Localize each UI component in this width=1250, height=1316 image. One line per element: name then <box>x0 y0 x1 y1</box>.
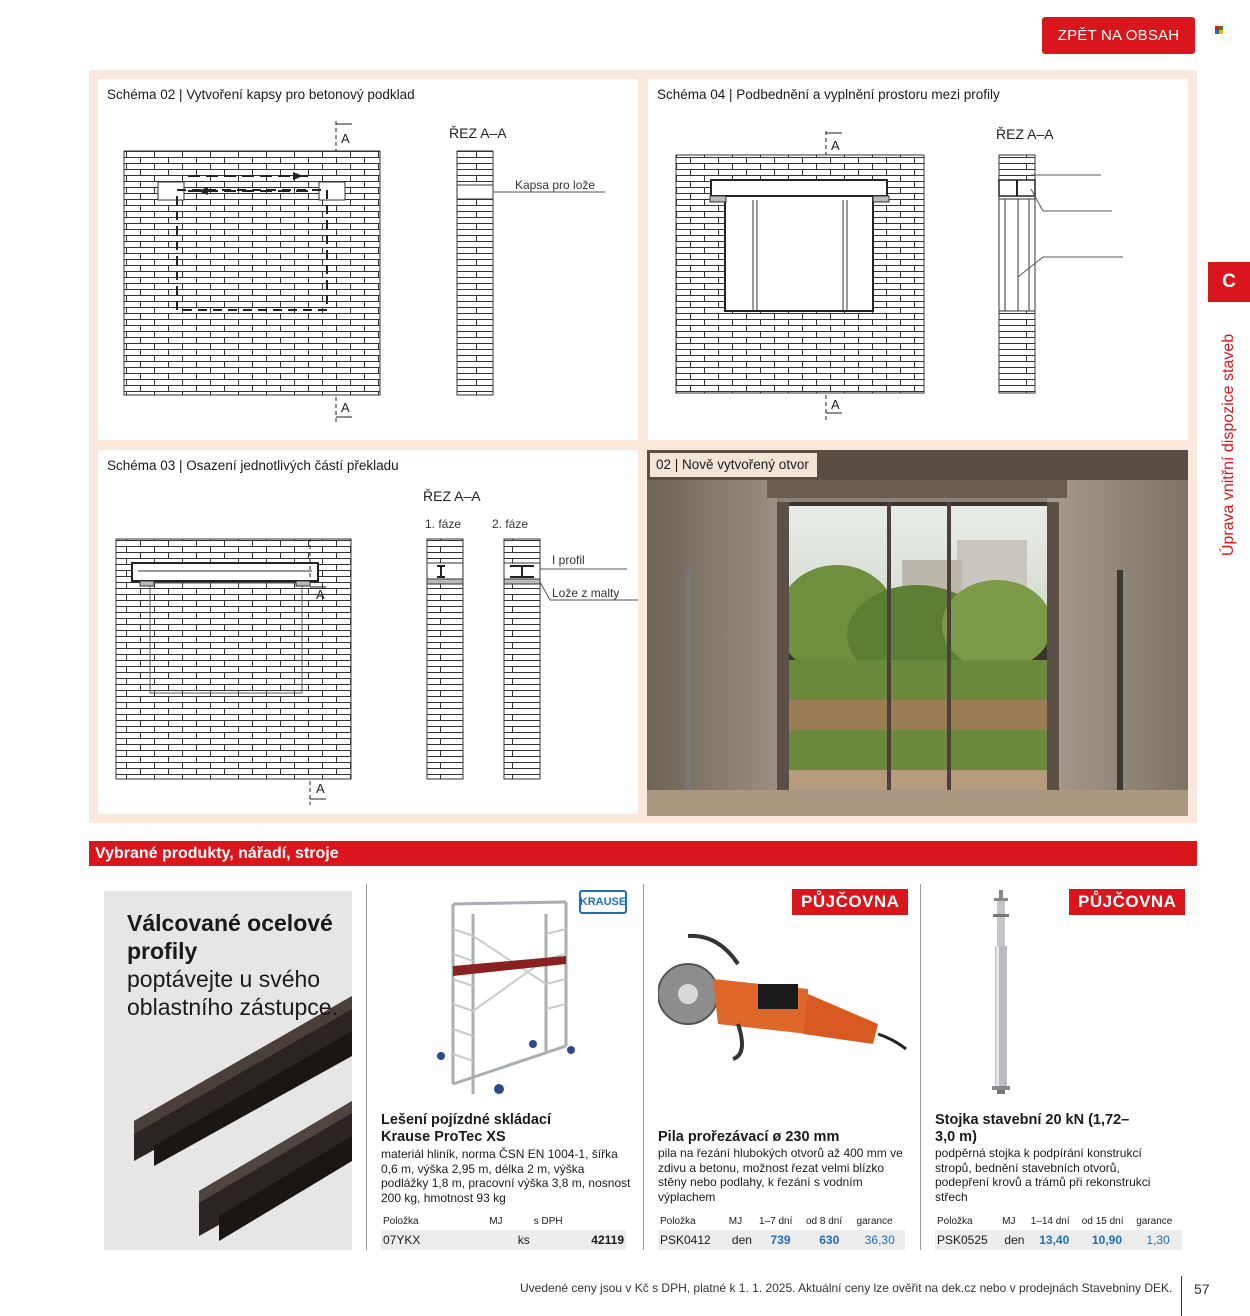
deposit: 1,30 <box>1134 1230 1182 1250</box>
schema-03-card <box>98 450 638 814</box>
unit: den <box>1000 1230 1029 1250</box>
price-table <box>381 1212 626 1250</box>
item-code: 07YKX <box>381 1230 487 1250</box>
back-to-contents-button[interactable]: ZPĚT NA OBSAH <box>1042 17 1195 54</box>
product-title: Stojka stavební 20 kN (1,72–3,0 m) <box>935 1112 1130 1145</box>
divider <box>920 884 921 1250</box>
footer-divider <box>1181 1276 1182 1316</box>
rental-badge: PŮJČOVNA <box>792 889 908 915</box>
product-title: Pila prořezávací ø 230 mm <box>658 1129 840 1145</box>
mark-a-top: A <box>831 138 840 153</box>
header-item: Položka <box>937 1215 973 1227</box>
rental-badge: PŮJČOVNA <box>1069 889 1185 915</box>
schema-03-drawing <box>98 450 638 814</box>
header-deposit: garance <box>856 1215 893 1227</box>
scaffolding-image <box>381 884 641 1114</box>
header-unit: MJ <box>728 1215 743 1227</box>
price-table <box>935 1212 1182 1250</box>
callout-mortar: Lože z malty <box>552 586 620 600</box>
header-rate-2: od 15 dní <box>1081 1215 1124 1227</box>
page-number: 57 <box>1194 1281 1210 1297</box>
product-cutting-saw[interactable] <box>658 884 918 1250</box>
price-from-8-days: 630 <box>804 1230 854 1250</box>
price-table <box>658 1212 905 1250</box>
header-rate-1: 1–14 dní <box>1030 1215 1070 1227</box>
building-prop-image <box>935 884 1195 1114</box>
promo-title: Válcované ocelové profily <box>127 910 333 964</box>
new-opening-photo <box>647 450 1188 816</box>
mark-a-bottom: A <box>316 781 325 796</box>
header-price: s DPH <box>533 1215 563 1227</box>
callout-i-profile: I profil <box>552 553 585 567</box>
schema-03-title: Schéma 03 | Osazení jednotlivých částí překladu <box>107 458 399 473</box>
product-title: Lešení pojízdné skládací Krause ProTec XS <box>381 1112 552 1145</box>
krause-logo: KRAUSE <box>579 890 627 914</box>
promo-text: poptávejte u svého oblastního zástupce. <box>127 966 338 1020</box>
chapter-tab[interactable]: C <box>1208 262 1250 302</box>
phase-1-label: 1. fáze <box>425 517 462 531</box>
header-item: Položka <box>383 1215 419 1227</box>
section-title: Vybrané produkty, nářadí, stroje <box>89 841 1197 866</box>
schema-02-drawing <box>98 79 638 440</box>
promo-steel-profiles[interactable] <box>104 891 352 1250</box>
schema-03-section-label: ŘEZ A–A <box>423 488 481 504</box>
unit: ks <box>487 1230 532 1250</box>
colour-squares-icon <box>1215 26 1227 36</box>
header-item: Položka <box>660 1215 696 1227</box>
mark-a-bottom: A <box>341 400 350 415</box>
mark-a-bottom: A <box>831 397 840 412</box>
chapter-label: Úprava vnitřní dispozice staveb <box>1220 333 1237 557</box>
schema-04-card <box>648 79 1188 440</box>
divider <box>643 884 644 1250</box>
header-rate-2: od 8 dní <box>806 1215 843 1227</box>
product-description: materiál hliník, norma ČSN EN 1004-1, šířka 0,6 m, výška 2,95 m, délka 2 m, výška podlážky 1,8 m, pracovní výška 3,8 m, nosnost 200 kg, hmotnost 93 kg <box>381 1147 631 1205</box>
schema-02-section-label: ŘEZ A–A <box>449 125 507 141</box>
cutting-saw-image <box>658 884 918 1114</box>
product-scaffolding[interactable] <box>381 884 641 1250</box>
header-deposit: garance <box>1136 1215 1173 1227</box>
price-1-14-days: 13,40 <box>1029 1230 1080 1250</box>
deposit: 36,30 <box>854 1230 905 1250</box>
schema-04-drawing <box>648 79 1188 440</box>
divider <box>366 884 367 1250</box>
mark-a-top: A <box>341 131 350 146</box>
header-unit: MJ <box>489 1215 503 1227</box>
callout-pocket: Kapsa pro lože <box>515 178 596 192</box>
item-code: PSK0412 <box>658 1230 727 1250</box>
header-unit: MJ <box>1002 1215 1016 1227</box>
product-description: pila na řezání hlubokých otvorů až 400 mm ve zdivu a betonu, možnost řezat velmi blízko stěny nebo podlahy, k řezání s vodním výplachem <box>658 1146 903 1204</box>
price: 42119 <box>532 1230 626 1250</box>
schema-02-card <box>98 79 638 440</box>
phase-2-label: 2. fáze <box>492 517 529 531</box>
price-disclaimer: Uvedené ceny jsou v Kč s DPH, platné k 1. 1. 2025. Aktuální ceny lze ověřit na dek.cz nebo v prodejnách Stavebniny DEK. <box>520 1281 1173 1295</box>
photo-label: 02 | Nově vytvořený otvor <box>650 453 817 477</box>
product-building-prop[interactable] <box>935 884 1195 1250</box>
price-1-7-days: 739 <box>757 1230 804 1250</box>
price-from-15-days: 10,90 <box>1080 1230 1134 1250</box>
schema-04-section-label: ŘEZ A–A <box>996 126 1054 142</box>
header-rate-1: 1–7 dní <box>759 1215 793 1227</box>
unit: den <box>727 1230 757 1250</box>
product-description: podpěrná stojka k podpírání konstrukcí stropů, bednění stavebních otvorů, podepření krovů a trámů při rekonstrukci střech <box>935 1146 1151 1204</box>
schema-04-title: Schéma 04 | Podbednění a vyplnění prostoru mezi profily <box>657 87 1000 102</box>
schema-02-title: Schéma 02 | Vytvoření kapsy pro betonový podklad <box>107 87 415 102</box>
mark-a-top: A <box>316 587 325 602</box>
item-code: PSK0525 <box>935 1230 1000 1250</box>
